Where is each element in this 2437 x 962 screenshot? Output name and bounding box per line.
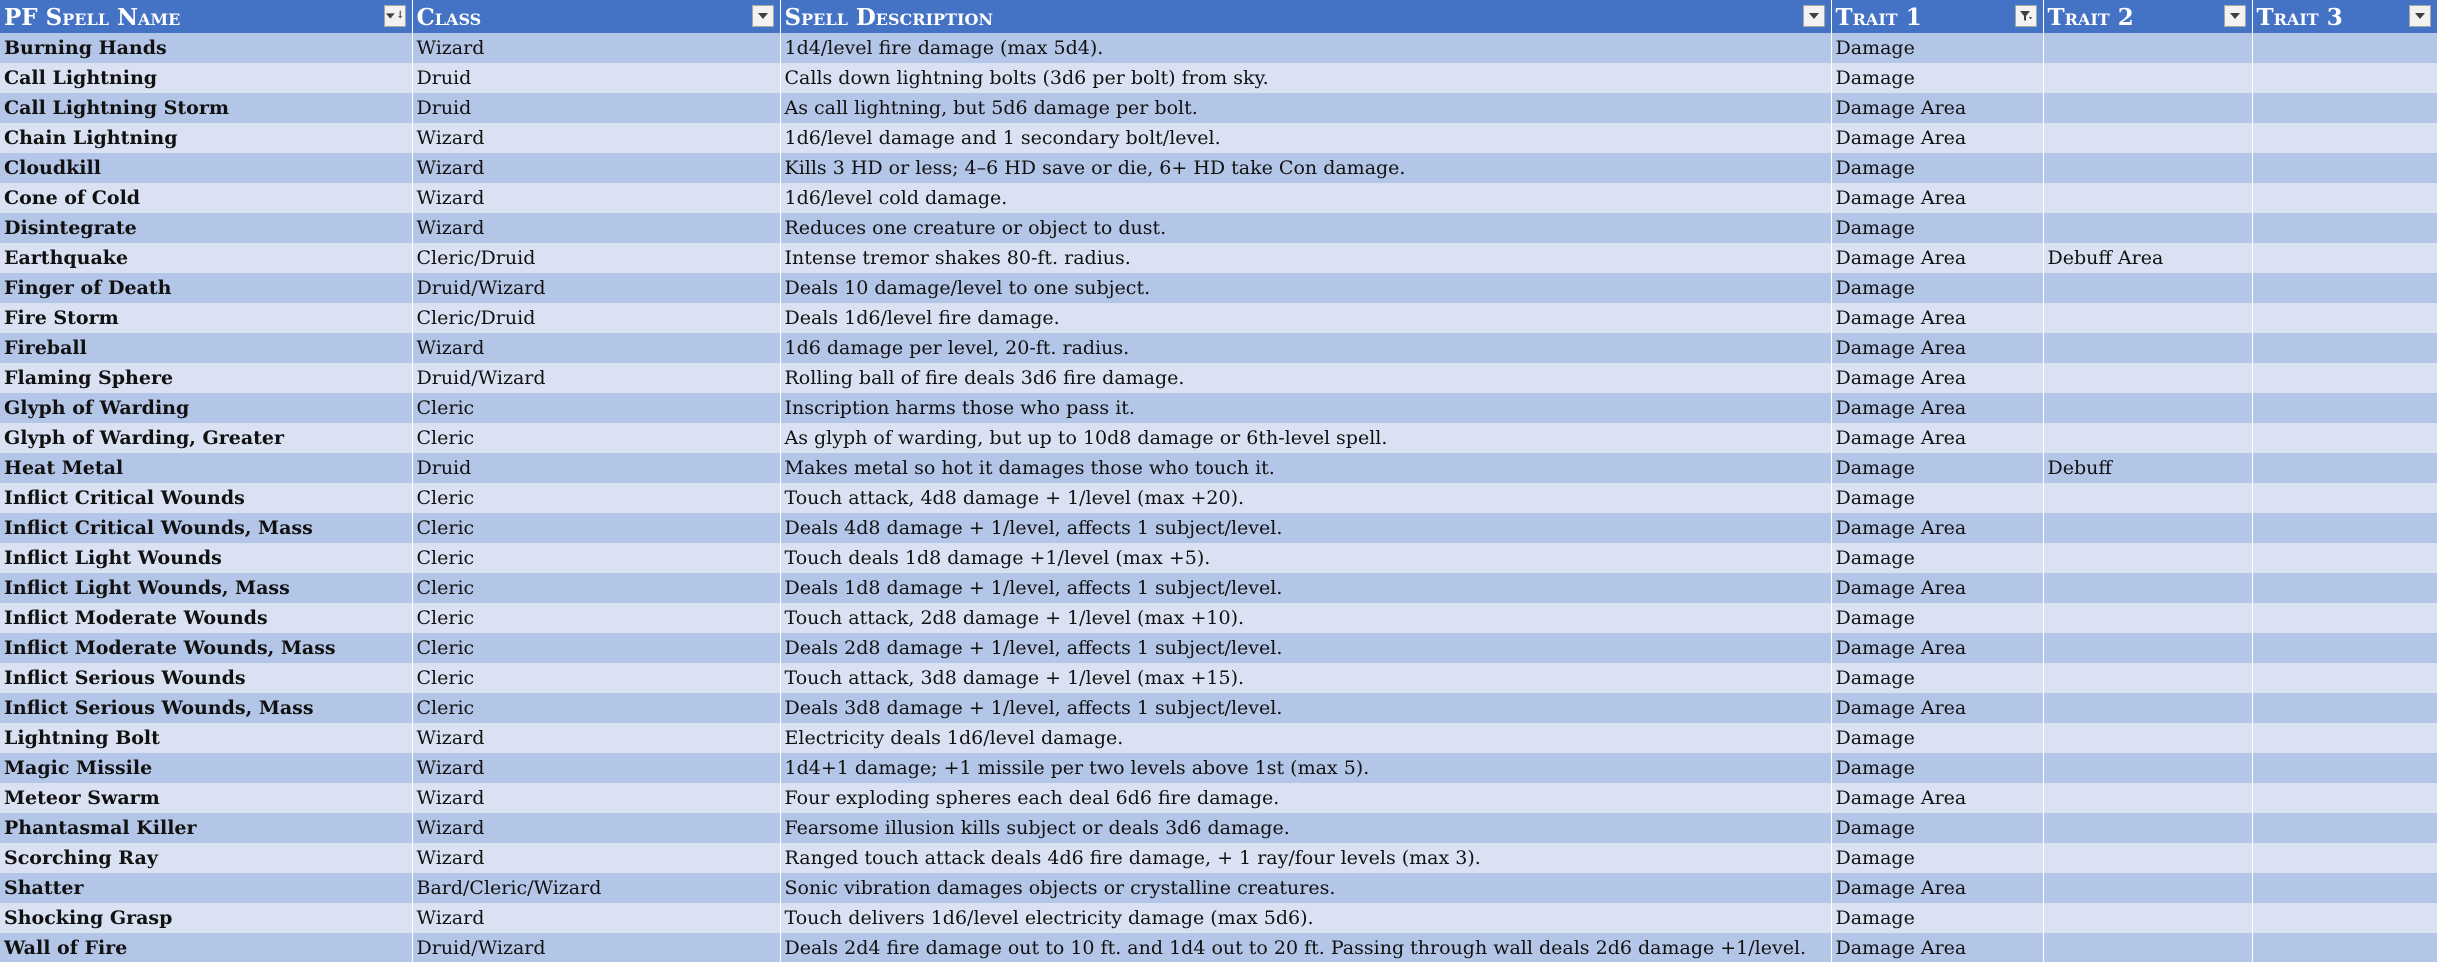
trait-1-cell[interactable]: Damage Area <box>1831 333 2043 363</box>
spell-description-cell[interactable]: Calls down lightning bolts (3d6 per bolt) from sky. <box>780 63 1831 93</box>
class-cell[interactable]: Wizard <box>412 783 780 813</box>
spell-name-cell[interactable]: Glyph of Warding, Greater <box>0 423 412 453</box>
trait-2-cell[interactable] <box>2043 63 2252 93</box>
column-header-label: Trait 1 <box>1835 4 1922 31</box>
trait-2-cell[interactable] <box>2043 813 2252 843</box>
trait-2-cell[interactable] <box>2043 783 2252 813</box>
table-row <box>0 63 2437 93</box>
filter-funnel-icon <box>2019 9 2033 23</box>
trait-3-cell[interactable] <box>2252 603 2437 633</box>
class-cell[interactable]: Cleric <box>412 393 780 423</box>
spell-description-cell[interactable]: Deals 4d8 damage + 1/level, affects 1 subject/level. <box>780 513 1831 543</box>
spell-name-cell[interactable]: Heat Metal <box>0 453 412 483</box>
spell-description-cell[interactable]: Electricity deals 1d6/level damage. <box>780 723 1831 753</box>
trait-3-cell[interactable] <box>2252 543 2437 573</box>
trait-1-cell[interactable]: Damage Area <box>1831 183 2043 213</box>
trait-1-cell[interactable]: Damage Area <box>1831 873 2043 903</box>
trait-2-cell[interactable] <box>2043 633 2252 663</box>
trait-1-cell[interactable]: Damage Area <box>1831 93 2043 123</box>
trait-2-cell[interactable] <box>2043 753 2252 783</box>
trait-2-cell[interactable] <box>2043 303 2252 333</box>
spell-name-cell[interactable]: Inflict Serious Wounds, Mass <box>0 693 412 723</box>
trait-3-cell[interactable] <box>2252 153 2437 183</box>
spell-description-cell[interactable]: As glyph of warding, but up to 10d8 damage or 6th-level spell. <box>780 423 1831 453</box>
trait-2-cell[interactable] <box>2043 573 2252 603</box>
table-row <box>0 213 2437 243</box>
spell-name-cell[interactable]: Call Lightning Storm <box>0 93 412 123</box>
trait-3-cell[interactable] <box>2252 933 2437 962</box>
trait-2-cell[interactable] <box>2043 723 2252 753</box>
spell-description-cell[interactable]: 1d4+1 damage; +1 missile per two levels above 1st (max 5). <box>780 753 1831 783</box>
trait-2-cell[interactable] <box>2043 873 2252 903</box>
spell-name-cell[interactable]: Meteor Swarm <box>0 783 412 813</box>
spell-name-cell[interactable]: Call Lightning <box>0 63 412 93</box>
column-header-trait-2[interactable] <box>2043 0 2252 33</box>
table-row <box>0 483 2437 513</box>
trait-3-cell[interactable] <box>2252 423 2437 453</box>
table-row <box>0 633 2437 663</box>
table-row <box>0 153 2437 183</box>
class-cell[interactable]: Wizard <box>412 183 780 213</box>
spell-description-cell[interactable]: 1d6/level cold damage. <box>780 183 1831 213</box>
spell-name-cell[interactable]: Inflict Light Wounds, Mass <box>0 573 412 603</box>
spell-description-cell[interactable]: Deals 1d6/level fire damage. <box>780 303 1831 333</box>
trait-3-cell[interactable] <box>2252 393 2437 423</box>
trait-1-cell[interactable]: Damage <box>1831 603 2043 633</box>
trait-3-cell[interactable] <box>2252 333 2437 363</box>
spell-name-cell[interactable]: Burning Hands <box>0 33 412 63</box>
table-row <box>0 813 2437 843</box>
trait-3-cell[interactable] <box>2252 783 2437 813</box>
class-cell[interactable]: Cleric <box>412 663 780 693</box>
class-cell[interactable]: Wizard <box>412 753 780 783</box>
column-header-label: Spell Description <box>784 4 994 31</box>
class-cell[interactable]: Wizard <box>412 213 780 243</box>
table-row <box>0 333 2437 363</box>
column-header-label: Trait 3 <box>2256 4 2343 31</box>
spell-description-cell[interactable]: Touch attack, 4d8 damage + 1/level (max +20). <box>780 483 1831 513</box>
trait-2-cell[interactable]: Debuff <box>2043 453 2252 483</box>
trait-1-cell[interactable]: Damage Area <box>1831 123 2043 153</box>
trait-1-cell[interactable]: Damage <box>1831 273 2043 303</box>
trait-2-cell[interactable] <box>2043 123 2252 153</box>
table-row <box>0 423 2437 453</box>
trait-1-cell[interactable]: Damage <box>1831 453 2043 483</box>
spell-description-cell[interactable]: Touch attack, 3d8 damage + 1/level (max +15). <box>780 663 1831 693</box>
trait-1-cell[interactable]: Damage <box>1831 33 2043 63</box>
table-row <box>0 303 2437 333</box>
class-cell[interactable]: Wizard <box>412 903 780 933</box>
trait-3-cell[interactable] <box>2252 213 2437 243</box>
trait-1-cell[interactable]: Damage Area <box>1831 513 2043 543</box>
class-cell[interactable]: Cleric <box>412 693 780 723</box>
trait-3-cell[interactable] <box>2252 843 2437 873</box>
spell-name-cell[interactable]: Fireball <box>0 333 412 363</box>
trait-3-cell[interactable] <box>2252 243 2437 273</box>
table-row <box>0 243 2437 273</box>
table-row <box>0 783 2437 813</box>
spell-name-cell[interactable]: Chain Lightning <box>0 123 412 153</box>
trait-3-cell[interactable] <box>2252 63 2437 93</box>
table-row <box>0 453 2437 483</box>
class-cell[interactable]: Druid/Wizard <box>412 273 780 303</box>
spell-description-cell[interactable]: 1d6 damage per level, 20-ft. radius. <box>780 333 1831 363</box>
class-cell[interactable]: Cleric <box>412 573 780 603</box>
class-cell[interactable]: Cleric <box>412 603 780 633</box>
trait-1-cell[interactable]: Damage <box>1831 903 2043 933</box>
class-cell[interactable]: Cleric <box>412 483 780 513</box>
trait-3-cell[interactable] <box>2252 123 2437 153</box>
class-cell[interactable]: Cleric/Druid <box>412 243 780 273</box>
trait-1-cell[interactable]: Damage Area <box>1831 243 2043 273</box>
table-row <box>0 543 2437 573</box>
trait-3-cell[interactable] <box>2252 303 2437 333</box>
trait-1-cell[interactable]: Damage Area <box>1831 303 2043 333</box>
trait-1-cell[interactable]: Damage <box>1831 753 2043 783</box>
trait-2-cell[interactable] <box>2043 393 2252 423</box>
trait-2-cell[interactable] <box>2043 273 2252 303</box>
column-header-spell-name[interactable] <box>0 0 412 33</box>
table-row <box>0 723 2437 753</box>
trait-1-cell[interactable]: Damage <box>1831 213 2043 243</box>
spell-description-cell[interactable]: 1d6/level damage and 1 secondary bolt/level. <box>780 123 1831 153</box>
trait-2-cell[interactable] <box>2043 213 2252 243</box>
trait-2-cell[interactable] <box>2043 903 2252 933</box>
active-filter-button[interactable] <box>2015 5 2037 27</box>
spell-name-cell[interactable]: Finger of Death <box>0 273 412 303</box>
table-row <box>0 933 2437 962</box>
class-cell[interactable]: Wizard <box>412 813 780 843</box>
trait-2-cell[interactable] <box>2043 423 2252 453</box>
table-row <box>0 273 2437 303</box>
trait-1-cell[interactable]: Damage <box>1831 153 2043 183</box>
class-cell[interactable]: Cleric/Druid <box>412 303 780 333</box>
spell-name-cell[interactable]: Magic Missile <box>0 753 412 783</box>
trait-1-cell[interactable]: Damage Area <box>1831 633 2043 663</box>
spell-name-cell[interactable]: Wall of Fire <box>0 933 412 962</box>
spell-name-cell[interactable]: Inflict Critical Wounds, Mass <box>0 513 412 543</box>
table-body <box>0 33 2437 962</box>
spell-description-cell[interactable]: Reduces one creature or object to dust. <box>780 213 1831 243</box>
trait-2-cell[interactable] <box>2043 543 2252 573</box>
filter-dropdown-button[interactable] <box>752 5 774 27</box>
column-header-trait-3[interactable] <box>2252 0 2437 33</box>
table-row <box>0 573 2437 603</box>
class-cell[interactable]: Cleric <box>412 633 780 663</box>
filter-dropdown-button[interactable] <box>2224 5 2246 27</box>
table-row <box>0 903 2437 933</box>
trait-3-cell[interactable] <box>2252 273 2437 303</box>
trait-3-cell[interactable] <box>2252 753 2437 783</box>
trait-3-cell[interactable] <box>2252 363 2437 393</box>
trait-2-cell[interactable] <box>2043 933 2252 962</box>
spell-name-cell[interactable]: Cone of Cold <box>0 183 412 213</box>
trait-2-cell[interactable] <box>2043 483 2252 513</box>
class-cell[interactable]: Wizard <box>412 843 780 873</box>
trait-3-cell[interactable] <box>2252 483 2437 513</box>
spell-description-cell[interactable]: Deals 10 damage/level to one subject. <box>780 273 1831 303</box>
trait-1-cell[interactable]: Damage <box>1831 843 2043 873</box>
table-row <box>0 873 2437 903</box>
class-cell[interactable]: Druid <box>412 63 780 93</box>
spell-description-cell[interactable]: Kills 3 HD or less; 4–6 HD save or die, 6+ HD take Con damage. <box>780 153 1831 183</box>
spell-description-cell[interactable]: Sonic vibration damages objects or crystalline creatures. <box>780 873 1831 903</box>
class-cell[interactable]: Cleric <box>412 423 780 453</box>
trait-2-cell[interactable] <box>2043 663 2252 693</box>
filter-dropdown-button[interactable] <box>2409 5 2431 27</box>
spell-name-cell[interactable]: Disintegrate <box>0 213 412 243</box>
trait-1-cell[interactable]: Damage Area <box>1831 693 2043 723</box>
table-row <box>0 363 2437 393</box>
spell-name-cell[interactable]: Inflict Critical Wounds <box>0 483 412 513</box>
spell-name-cell[interactable]: Flaming Sphere <box>0 363 412 393</box>
trait-3-cell[interactable] <box>2252 723 2437 753</box>
trait-1-cell[interactable]: Damage <box>1831 543 2043 573</box>
trait-3-cell[interactable] <box>2252 873 2437 903</box>
spell-description-cell[interactable]: Deals 3d8 damage + 1/level, affects 1 subject/level. <box>780 693 1831 723</box>
trait-2-cell[interactable] <box>2043 183 2252 213</box>
trait-2-cell[interactable] <box>2043 363 2252 393</box>
trait-3-cell[interactable] <box>2252 903 2437 933</box>
spell-name-cell[interactable]: Shocking Grasp <box>0 903 412 933</box>
spell-description-cell[interactable]: As call lightning, but 5d6 damage per bolt. <box>780 93 1831 123</box>
trait-1-cell[interactable]: Damage Area <box>1831 423 2043 453</box>
spell-name-cell[interactable]: Inflict Serious Wounds <box>0 663 412 693</box>
column-header-trait-1[interactable] <box>1831 0 2043 33</box>
dropdown-arrow-icon <box>2414 11 2426 21</box>
spell-name-cell[interactable]: Inflict Light Wounds <box>0 543 412 573</box>
trait-3-cell[interactable] <box>2252 693 2437 723</box>
table-row <box>0 603 2437 633</box>
spell-description-cell[interactable]: Makes metal so hot it damages those who touch it. <box>780 453 1831 483</box>
spell-description-cell[interactable]: Touch attack, 2d8 damage + 1/level (max +10). <box>780 603 1831 633</box>
class-cell[interactable]: Cleric <box>412 543 780 573</box>
trait-1-cell[interactable]: Damage <box>1831 663 2043 693</box>
trait-3-cell[interactable] <box>2252 183 2437 213</box>
spell-name-cell[interactable]: Cloudkill <box>0 153 412 183</box>
trait-2-cell[interactable] <box>2043 603 2252 633</box>
class-cell[interactable]: Wizard <box>412 153 780 183</box>
table-row <box>0 693 2437 723</box>
spell-description-cell[interactable]: Inscription harms those who pass it. <box>780 393 1831 423</box>
spell-description-cell[interactable]: Deals 1d8 damage + 1/level, affects 1 subject/level. <box>780 573 1831 603</box>
table-row <box>0 33 2437 63</box>
trait-2-cell[interactable] <box>2043 333 2252 363</box>
spell-name-cell[interactable]: Scorching Ray <box>0 843 412 873</box>
dropdown-arrow-icon <box>385 11 396 21</box>
trait-3-cell[interactable] <box>2252 453 2437 483</box>
class-cell[interactable]: Bard/Cleric/Wizard <box>412 873 780 903</box>
class-cell[interactable]: Wizard <box>412 333 780 363</box>
table-row <box>0 183 2437 213</box>
trait-3-cell[interactable] <box>2252 813 2437 843</box>
spell-name-cell[interactable]: Phantasmal Killer <box>0 813 412 843</box>
class-cell[interactable]: Wizard <box>412 33 780 63</box>
trait-2-cell[interactable] <box>2043 153 2252 183</box>
dropdown-arrow-icon <box>757 11 769 21</box>
spell-description-cell[interactable]: Rolling ball of fire deals 3d6 fire damage. <box>780 363 1831 393</box>
trait-1-cell[interactable]: Damage <box>1831 723 2043 753</box>
class-cell[interactable]: Wizard <box>412 123 780 153</box>
spell-description-cell[interactable]: Fearsome illusion kills subject or deals 3d6 damage. <box>780 813 1831 843</box>
trait-1-cell[interactable]: Damage Area <box>1831 573 2043 603</box>
trait-2-cell[interactable] <box>2043 843 2252 873</box>
trait-1-cell[interactable]: Damage Area <box>1831 783 2043 813</box>
class-cell[interactable]: Druid/Wizard <box>412 933 780 962</box>
spell-description-cell[interactable]: Deals 2d8 damage + 1/level, affects 1 subject/level. <box>780 633 1831 663</box>
trait-3-cell[interactable] <box>2252 93 2437 123</box>
trait-3-cell[interactable] <box>2252 573 2437 603</box>
trait-2-cell[interactable] <box>2043 693 2252 723</box>
trait-1-cell[interactable]: Damage <box>1831 483 2043 513</box>
table-row <box>0 93 2437 123</box>
spell-description-cell[interactable]: Touch deals 1d8 damage +1/level (max +5). <box>780 543 1831 573</box>
class-cell[interactable]: Druid <box>412 453 780 483</box>
table-row <box>0 513 2437 543</box>
spell-description-cell[interactable]: Four exploding spheres each deal 6d6 fire damage. <box>780 783 1831 813</box>
table-row <box>0 123 2437 153</box>
trait-2-cell[interactable] <box>2043 93 2252 123</box>
spell-name-cell[interactable]: Lightning Bolt <box>0 723 412 753</box>
class-cell[interactable]: Druid/Wizard <box>412 363 780 393</box>
spell-name-cell[interactable]: Shatter <box>0 873 412 903</box>
trait-2-cell[interactable] <box>2043 33 2252 63</box>
column-header-label: Trait 2 <box>2047 4 2134 31</box>
trait-3-cell[interactable] <box>2252 633 2437 663</box>
spell-description-cell[interactable]: Touch delivers 1d6/level electricity damage (max 5d6). <box>780 903 1831 933</box>
spell-description-cell[interactable]: Ranged touch attack deals 4d6 fire damage, + 1 ray/four levels (max 3). <box>780 843 1831 873</box>
column-header-class[interactable] <box>412 0 780 33</box>
spell-name-cell[interactable]: Earthquake <box>0 243 412 273</box>
table-row <box>0 663 2437 693</box>
spell-description-cell[interactable]: Intense tremor shakes 80-ft. radius. <box>780 243 1831 273</box>
dropdown-arrow-icon <box>1808 11 1820 21</box>
trait-3-cell[interactable] <box>2252 33 2437 63</box>
column-header-label: PF Spell Name <box>4 4 181 31</box>
table-row <box>0 753 2437 783</box>
class-cell[interactable]: Druid <box>412 93 780 123</box>
trait-3-cell[interactable] <box>2252 663 2437 693</box>
spell-name-cell[interactable]: Inflict Moderate Wounds <box>0 603 412 633</box>
sort-filter-button[interactable] <box>384 5 406 27</box>
trait-1-cell[interactable]: Damage <box>1831 63 2043 93</box>
spell-description-cell[interactable]: 1d4/level fire damage (max 5d4). <box>780 33 1831 63</box>
header-row <box>0 0 2437 33</box>
trait-1-cell[interactable]: Damage Area <box>1831 393 2043 423</box>
trait-1-cell[interactable]: Damage Area <box>1831 363 2043 393</box>
column-header-label: Class <box>416 4 482 31</box>
spell-name-cell[interactable]: Glyph of Warding <box>0 393 412 423</box>
filter-dropdown-button[interactable] <box>1803 5 1825 27</box>
class-cell[interactable]: Cleric <box>412 513 780 543</box>
table-row <box>0 843 2437 873</box>
class-cell[interactable]: Wizard <box>412 723 780 753</box>
sort-ascending-icon: ↓ <box>396 10 405 21</box>
trait-2-cell[interactable] <box>2043 513 2252 543</box>
trait-1-cell[interactable]: Damage <box>1831 813 2043 843</box>
dropdown-arrow-icon <box>2229 11 2241 21</box>
trait-2-cell[interactable]: Debuff Area <box>2043 243 2252 273</box>
trait-3-cell[interactable] <box>2252 513 2437 543</box>
spell-description-cell[interactable]: Deals 2d4 fire damage out to 10 ft. and 1d4 out to 20 ft. Passing through wall deals 2d6 damage +1/level. <box>780 933 1831 962</box>
spell-name-cell[interactable]: Fire Storm <box>0 303 412 333</box>
column-header-spell-description[interactable] <box>780 0 1831 33</box>
table-row <box>0 393 2437 423</box>
trait-1-cell[interactable]: Damage Area <box>1831 933 2043 962</box>
spell-name-cell[interactable]: Inflict Moderate Wounds, Mass <box>0 633 412 663</box>
